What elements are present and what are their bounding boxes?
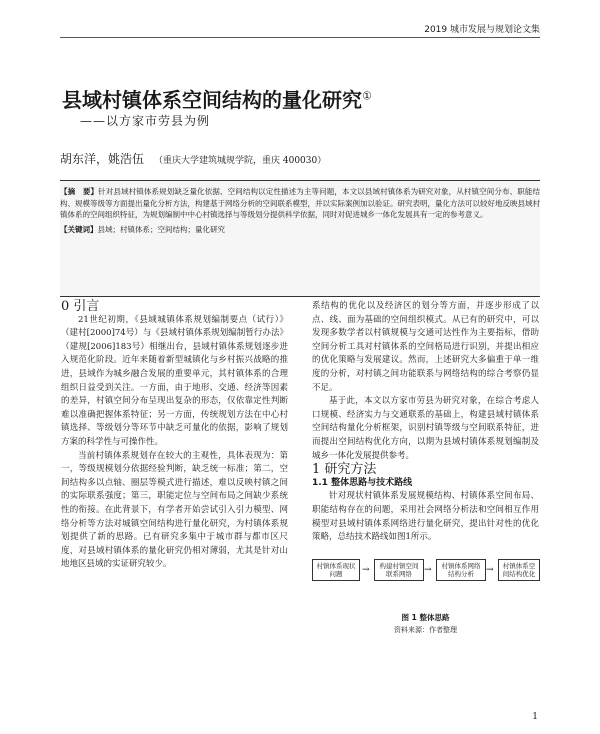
flow-step-1: 村镇体系现状问题 [312, 559, 360, 581]
abstract-label: 【摘 要】 [60, 187, 99, 196]
flowchart [312, 551, 539, 609]
right-column [312, 300, 539, 638]
left-column [61, 300, 288, 572]
keywords [60, 224, 540, 235]
keywords-text: 县域；村镇体系；空间结构；量化研究 [97, 224, 225, 234]
intro-paragraph-1: 21世纪初期，《县域城镇体系规划编制要点（试行）》（建村[2000]74号）与《县域村镇体系规划编制暂行办法》（建规[2006]183号）相继出台，县域村镇体系规划逐步进入规范化阶段。近年来随着新型城镇化与乡村振兴战略的推进，县域作为城乡融合发展的重要单元，其村镇体系的合理组织日益受到关注。一方面，由于地形、交通、经济等因素的差异，村镇空间分布呈现出复杂的形态，仅依靠定性判断难以准确把握体系特征；另一方面，传统规划方法在中心村镇选择、等级划分等环节中缺乏可量化的依据，影响了规划方案的科学性与可操作性。 [61, 314, 288, 447]
flow-arrow-icon: → [486, 564, 494, 575]
title-text: 县域村镇体系空间结构的量化研究 [62, 88, 362, 112]
method-subheading: 1.1 整体思路与技术路线 [312, 477, 413, 488]
flow-step-4: 村镇体系空间结构优化 [498, 559, 540, 581]
flow-step-2: 构建村镇空间联系网络 [374, 559, 424, 581]
flow-step-3: 村镇体系网络结构分析 [436, 559, 486, 581]
abstract-text: 针对县域村镇体系规划缺乏量化依据、空间结构以定性描述为主等问题，本文以县域村镇体系为研究对象，从村镇空间分布、职能结构、规模等级等方面提出量化分析方法，构建基于网络分析的空间联系模型，并以实际案例加以验证。研究表明，量化方法可以较好地反映县域村镇体系的空间组织特征，为规划编制中中心村镇选择与等级划分提供科学依据，同时对促进城乡一体化发展具有一定的参考意义。 [60, 187, 541, 219]
abstract-box [60, 180, 540, 297]
running-head: 2019 城市发展与规划论文集 [424, 25, 540, 35]
title-footnote-mark: ① [362, 89, 372, 103]
author-line [60, 150, 326, 167]
right-paragraph-2: 基于此，本文以方家市劳县为研究对象，在综合考虑人口规模、经济实力与交通联系的基础上，构建县域村镇体系空间结构量化分析框架，识别村镇等级与空间联系特征，进而提出空间结构优化方向，以期为县域村镇体系规划编制及城乡一体化发展提供参考。 [312, 396, 539, 461]
intro-paragraph-2: 当前村镇体系规划存在较大的主观性，具体表现为：第一，等级规模划分依据经验判断，缺乏统一标准；第二，空间结构多以点轴、圈层等模式进行描述，难以反映村镇之间的实际联系强度；第三，职能定位与空间布局之间缺少系统性的衔接。在此背景下，有学者开始尝试引入引力模型、网络分析等方法对城镇空间结构进行量化研究，为村镇体系规划提供了新的思路。已有研究多集中于城市群与都市区尺度，对县域村镇体系的量化研究仍相对薄弱，尤其是针对山地地区县域的实证研究较少。 [61, 450, 288, 570]
header-rule [60, 37, 540, 38]
flow-arrow-icon: → [362, 564, 370, 575]
method-heading: 1 研究方法 [312, 462, 377, 478]
flow-arrow-icon: → [424, 564, 432, 575]
abstract [60, 186, 540, 221]
keywords-label: 【关键词】 [60, 224, 98, 234]
article-subtitle: ——以方家市劳县为例 [80, 114, 211, 128]
author-affiliation: （重庆大学建筑城规学院，重庆 400030） [154, 156, 327, 166]
author-names: 胡东洋，姚浩伍 [60, 152, 145, 166]
right-paragraph-1: 系结构的优化以及经济区的划分等方面，并逐步形成了以点、线、面为基础的空间组织模式。从已有的研究中，可以发现多数学者以村镇规模与交通可达性作为主要指标，借助空间分析工具对村镇体系的空间格局进行识别，并提出相应的优化策略与发展建议。然而，上述研究大多偏重于单一维度的分析，对村镇之间功能联系与网络结构的综合考察仍显不足。 [312, 301, 539, 393]
page-number: 1 [532, 712, 538, 722]
figure-source: 资料来源：作者整理 [394, 626, 457, 635]
figure-caption: 图 1 整体思路 [401, 612, 450, 622]
article-title [62, 84, 372, 113]
intro-heading: 0 引言 [61, 299, 100, 314]
method-paragraph-1: 针对现状村镇体系发展规模结构、村镇体系空间布局、职能结构存在的问题，采用社会网络分析法和空间相互作用模型对县域村镇体系网络进行量化研究，提出针对性的优化策略，总结技术路线如图1所示。 [312, 491, 539, 543]
